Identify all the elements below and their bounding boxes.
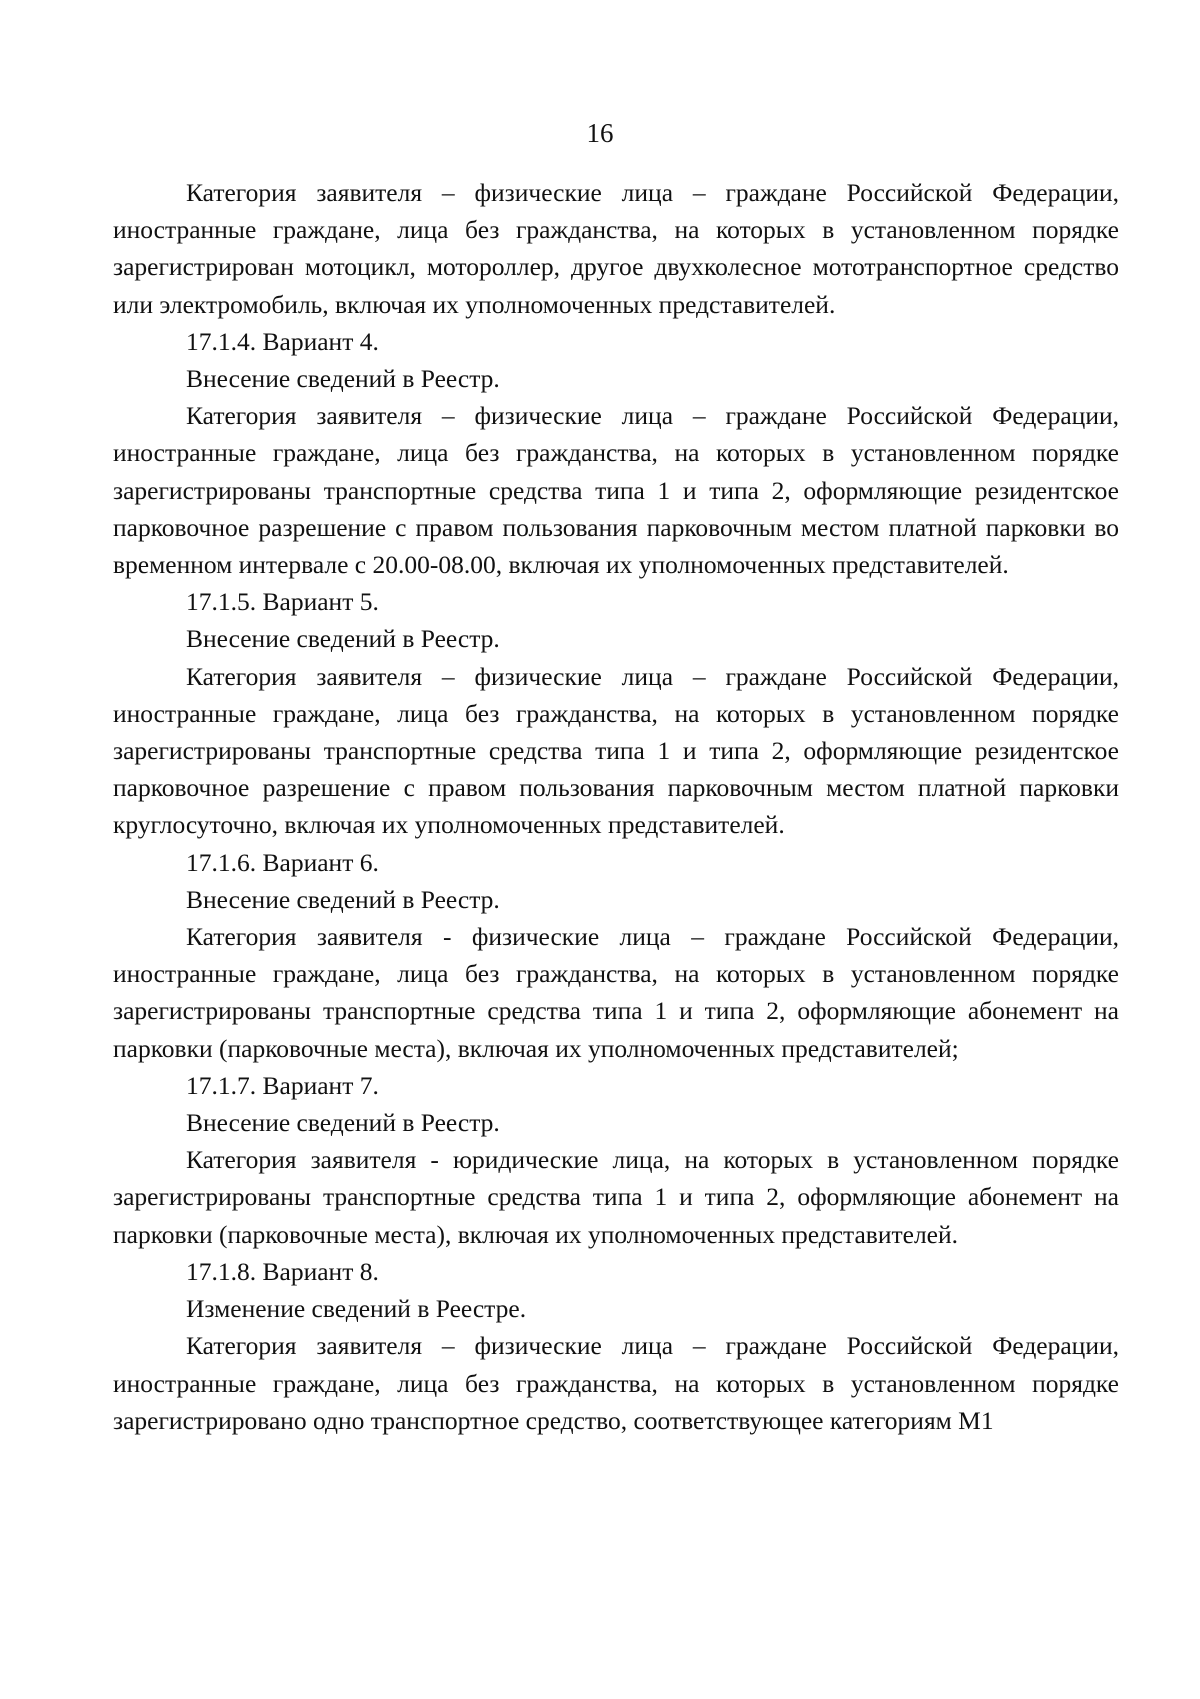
section-heading-17-1-5: 17.1.5. Вариант 5. (186, 587, 379, 617)
section-heading-17-1-6: 17.1.6. Вариант 6. (186, 847, 379, 877)
paragraph-variant-4-category: Категория заявителя – физические лица – граждане Российской Федерации, иностранные граждане, лица без гражданства, на которых в установленном порядке зарегистрированы транспортные средства типа 1 и типа 2, оформляющие резидентское парковочное разрешение с правом пользования парковочным местом платной парковки во временном интервале с 20.00-08.00, включая их уполномоченных представителей. (113, 401, 1119, 580)
paragraph-category-mototransport: Категория заявителя – физические лица – граждане Российской Федерации, иностранные граждане, лица без гражданства, на которых в установленном порядке зарегистрирован мотоцикл, мотороллер, другое двухколесное мототранспортное средство или электромобиль, включая их уполномоченных представителей. (113, 178, 1119, 319)
section-heading-17-1-4: 17.1.4. Вариант 4. (186, 326, 379, 356)
page-number: 16 (586, 118, 614, 148)
section-heading-17-1-8: 17.1.8. Вариант 8. (186, 1256, 379, 1286)
paragraph-variant-8-action: Изменение сведений в Реестре. (186, 1294, 527, 1324)
paragraph-variant-6-category: Категория заявителя - физические лица – граждане Российской Федерации, иностранные граждане, лица без гражданства, на которых в установленном порядке зарегистрированы транспортные средства типа 1 и типа 2, оформляющие абонемент на парковки (парковочные места), включая их уполномоченных представителей; (113, 922, 1119, 1063)
paragraph-variant-5-category: Категория заявителя – физические лица – граждане Российской Федерации, иностранные граждане, лица без гражданства, на которых в установленном порядке зарегистрированы транспортные средства типа 1 и типа 2, оформляющие резидентское парковочное разрешение с правом пользования парковочным местом платной парковки круглосуточно, включая их уполномоченных представителей. (113, 661, 1119, 840)
paragraph-variant-7-action: Внесение сведений в Реестр. (186, 1108, 500, 1138)
paragraph-variant-5-action: Внесение сведений в Реестр. (186, 624, 500, 654)
document-body (113, 174, 1119, 1439)
paragraph-variant-4-action: Внесение сведений в Реестр. (186, 364, 500, 394)
section-heading-17-1-7: 17.1.7. Вариант 7. (186, 1070, 379, 1100)
paragraph-variant-6-action: Внесение сведений в Реестр. (186, 884, 500, 914)
paragraph-variant-7-category: Категория заявителя - юридические лица, на которых в установленном порядке зарегистрированы транспортные средства типа 1 и типа 2, оформляющие абонемент на парковки (парковочные места), включая их уполномоченных представителей. (113, 1145, 1119, 1249)
paragraph-variant-8-category: Категория заявителя – физические лица – граждане Российской Федерации, иностранные граждане, лица без гражданства, на которых в установленном порядке зарегистрировано одно транспортное средство, соответствующее категориям М1 (113, 1331, 1119, 1435)
